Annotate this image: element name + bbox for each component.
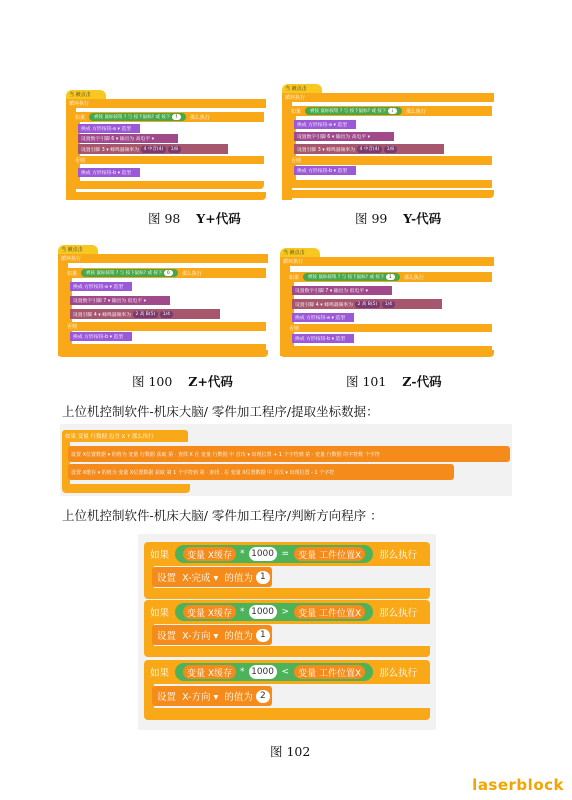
- extract-coords-code: [60, 424, 512, 496]
- switch-costume-b[interactable]: 换成 方形按钮-b ▾ 造型: [78, 168, 140, 177]
- note-pill[interactable]: 2 高 B(5): [133, 311, 159, 318]
- greater-condition[interactable]: [175, 603, 373, 621]
- condition[interactable]: [303, 273, 400, 281]
- set-label: 设置: [157, 631, 177, 642]
- brand-logo: laserblock: [472, 776, 564, 794]
- figure-101-code: [276, 246, 496, 358]
- number-input[interactable]: 1000: [249, 605, 277, 619]
- var-workpiece-x[interactable]: 变量 工件位置X: [294, 605, 365, 619]
- then-label: 那么执行: [379, 668, 418, 679]
- of-label: 的值为: [224, 573, 253, 584]
- condition[interactable]: [305, 107, 402, 115]
- if-block[interactable]: [286, 272, 492, 282]
- variable-dropdown[interactable]: X-方向 ▾: [182, 631, 219, 642]
- set-pin-block[interactable]: 设置数字引脚 7 ▾ 输出为 低电平 ▾: [70, 296, 170, 305]
- if-end: [144, 646, 430, 657]
- var-workpiece-x[interactable]: 变量 工件位置X: [294, 665, 365, 679]
- if-end: [288, 180, 492, 188]
- value-input[interactable]: 1: [256, 571, 270, 584]
- var-x-cache[interactable]: 变量 X缓存: [183, 665, 236, 679]
- number-input[interactable]: 1000: [249, 665, 277, 679]
- set-x-direction-2[interactable]: [152, 686, 272, 706]
- if-end: [62, 484, 190, 493]
- forever-end: [66, 192, 266, 200]
- forever-block[interactable]: 循环执行: [280, 257, 494, 266]
- then-label: 那么执行: [181, 270, 202, 277]
- figure-number: 图 98: [148, 211, 181, 226]
- if-label: 如果: [150, 608, 170, 619]
- beat-pill[interactable]: 1/8: [384, 146, 397, 153]
- if-label: 如果: [150, 550, 170, 561]
- figure-title: Y+代码: [196, 211, 241, 226]
- condition[interactable]: [81, 269, 178, 277]
- then-label: 那么执行: [189, 114, 210, 121]
- value-input[interactable]: 1: [256, 629, 270, 642]
- direction-code: [138, 534, 436, 730]
- equal-condition[interactable]: [175, 545, 373, 563]
- buzzer-label: 设置引脚 3 ▾ 蜂鸣器频率为: [81, 147, 140, 153]
- then-label: 那么执行: [403, 274, 424, 281]
- else-block[interactable]: 否则: [72, 156, 264, 164]
- value-input[interactable]: 2: [256, 690, 270, 703]
- figure-98-code: [60, 88, 268, 202]
- else-block[interactable]: 否则: [288, 156, 492, 165]
- switch-costume-a[interactable]: 换成 方形按钮-a ▾ 造型: [294, 120, 356, 129]
- number-input[interactable]: 1000: [249, 547, 277, 561]
- forever-block[interactable]: 循环执行: [66, 99, 266, 108]
- variable-dropdown[interactable]: X-方向 ▾: [182, 692, 219, 703]
- beat-pill[interactable]: 1/8: [168, 146, 181, 153]
- buzzer-label: 设置引脚 3 ▾ 蜂鸣器频率为: [297, 147, 356, 153]
- if-label: 如果: [150, 668, 170, 679]
- switch-costume-a[interactable]: 换成 方形按钮-a ▾ 造型: [78, 124, 140, 133]
- else-block[interactable]: 否则: [64, 322, 266, 331]
- if-end: [72, 181, 264, 189]
- buzzer-block[interactable]: [70, 309, 220, 319]
- figure-number: 图 102: [270, 744, 311, 759]
- figure-title: Z+代码: [188, 374, 233, 389]
- key-pill[interactable]: i: [388, 108, 397, 114]
- multiply-sign: *: [240, 549, 245, 559]
- forever-block[interactable]: 循环执行: [282, 93, 494, 102]
- forever-end: [282, 190, 494, 198]
- buzzer-label: 设置引脚 4 ▾ 蜂鸣器频率为: [295, 302, 354, 308]
- forever-end: [280, 350, 494, 357]
- forever-end: [58, 350, 268, 357]
- var-x-cache[interactable]: 变量 X缓存: [183, 547, 236, 561]
- set-pin-block[interactable]: 设置数字引脚 6 ▾ 输出为 高电平 ▾: [78, 134, 178, 143]
- note-pill[interactable]: 2 高 B(5): [355, 301, 381, 308]
- if-label: 如果: [67, 270, 78, 277]
- set-x-done[interactable]: [152, 567, 272, 587]
- if-block[interactable]: [72, 112, 264, 122]
- figure-100-code: [54, 242, 270, 358]
- multiply-sign: *: [240, 667, 245, 677]
- else-block[interactable]: 否则: [286, 324, 492, 332]
- set-pin-block[interactable]: 设置数字引脚 7 ▾ 输出为 低电平 ▾: [292, 286, 392, 295]
- figure-title: Y-代码: [403, 211, 442, 226]
- caption-fig-102: [270, 742, 310, 760]
- paragraph-judge-direction: 上位机控制软件-机床大脑/ 零件加工程序/判断方向程序 ：: [62, 508, 383, 523]
- condition-text: 被按 鼠标按钮 ? 与 按下鼠标? 或 按下: [310, 109, 387, 114]
- key-pill[interactable]: f: [172, 114, 181, 120]
- figure-number: 图 100: [132, 374, 173, 389]
- key-pill[interactable]: 0: [164, 270, 173, 276]
- if-label: 如果: [289, 274, 300, 281]
- if-label: 如果: [75, 114, 86, 121]
- buzzer-block[interactable]: [292, 299, 442, 309]
- note-pill[interactable]: 4 中音(4): [357, 146, 383, 153]
- beat-pill[interactable]: 1/4: [160, 311, 173, 318]
- switch-costume-b[interactable]: 换成 方形按钮-b ▾ 造型: [294, 166, 356, 175]
- then-label: 那么执行: [405, 108, 426, 115]
- set-label: 设置: [157, 692, 177, 703]
- then-label: 那么执行: [379, 550, 418, 561]
- condition-text: 被按 鼠标按钮 ? 与 按下鼠标? 或 按下: [308, 275, 385, 280]
- var-workpiece-x[interactable]: 变量 工件位置X: [294, 547, 365, 561]
- compare-sign: =: [281, 549, 290, 559]
- if-label: 如果: [291, 108, 302, 115]
- hat-block[interactable]: 当 被点击: [280, 248, 320, 257]
- variable-dropdown[interactable]: X-完成 ▾: [182, 573, 219, 584]
- buzzer-block[interactable]: [78, 144, 228, 154]
- buzzer-label: 设置引脚 4 ▾ 蜂鸣器频率为: [73, 312, 132, 318]
- of-label: 的值为: [224, 692, 253, 703]
- if-end: [144, 708, 430, 720]
- caption-fig-99: [355, 209, 441, 227]
- beat-pill[interactable]: 1/4: [382, 301, 395, 308]
- switch-costume-b[interactable]: 换成 方形按钮-b ▾ 造型: [70, 332, 132, 341]
- then-label: 那么执行: [379, 608, 418, 619]
- switch-costume-b[interactable]: 换成 方形按钮-b ▾ 造型: [292, 334, 354, 343]
- condition-text: 被按 鼠标按钮 ? 与 按下鼠标? 或 按下: [86, 271, 163, 276]
- less-condition[interactable]: [175, 663, 373, 681]
- compare-sign: >: [281, 607, 290, 617]
- set-x-position-data[interactable]: 设置 X位置数据 ▾ 的值为 变量 行数据 获取 第 · 查找 X 在 变量 行数据 中 首次 ▾ 出现位置 + 1 个字符到 第 · 变量 行数据 的字符数 个字符: [68, 446, 510, 462]
- condition[interactable]: [89, 113, 186, 121]
- figure-number: 图 99: [355, 211, 388, 226]
- multiply-sign: *: [240, 607, 245, 617]
- set-x-cache[interactable]: 设置 X缓存 ▾ 的值为 变量 X位置数据 获取 第 1 个字符到 第 · 查找 , 在 变量 X位置数据 中 首次 ▾ 出现位置 - 1 个字符: [68, 464, 454, 480]
- compare-sign: <: [281, 667, 290, 677]
- switch-costume-a[interactable]: 换成 方形按钮-a ▾ 造型: [292, 313, 354, 322]
- set-pin-block[interactable]: 设置数字引脚 6 ▾ 输出为 高电平 ▾: [294, 132, 394, 141]
- forever-block[interactable]: 循环执行: [58, 254, 268, 263]
- condition-text: 被按 鼠标按钮 ? 与 按下鼠标? 或 按下: [94, 115, 171, 120]
- key-pill[interactable]: 1: [386, 274, 395, 280]
- figure-number: 图 101: [346, 374, 387, 389]
- hat-block[interactable]: 当 被点击: [58, 245, 98, 254]
- switch-costume-a[interactable]: 换成 方形按钮-a ▾ 造型: [70, 282, 132, 291]
- if-block[interactable]: [64, 268, 266, 278]
- figure-title: Z-代码: [402, 374, 442, 389]
- if-block[interactable]: [288, 106, 492, 116]
- if-block-equal[interactable]: [144, 542, 430, 566]
- buzzer-block[interactable]: [294, 144, 444, 154]
- caption-fig-98: [148, 209, 241, 227]
- note-pill[interactable]: 4 中音(4): [141, 146, 167, 153]
- of-label: 的值为: [224, 631, 253, 642]
- hat-block[interactable]: 当 被点击: [66, 90, 106, 99]
- if-block-greater[interactable]: [144, 600, 430, 624]
- caption-fig-100: [132, 372, 233, 390]
- hat-block[interactable]: 当 被点击: [282, 84, 322, 93]
- if-end: [144, 588, 430, 599]
- figure-99-code: [278, 80, 498, 202]
- set-label: 设置: [157, 573, 177, 584]
- caption-fig-101: [346, 372, 442, 390]
- if-contains-block[interactable]: 如果 变量 行数据 包含 X ? 那么执行: [62, 430, 188, 442]
- if-block-less[interactable]: [144, 660, 430, 684]
- paragraph-extract-coords: 上位机控制软件-机床大脑/ 零件加工程序/提取坐标数据：: [62, 404, 379, 419]
- set-x-direction-1[interactable]: [152, 625, 272, 645]
- var-x-cache[interactable]: 变量 X缓存: [183, 605, 236, 619]
